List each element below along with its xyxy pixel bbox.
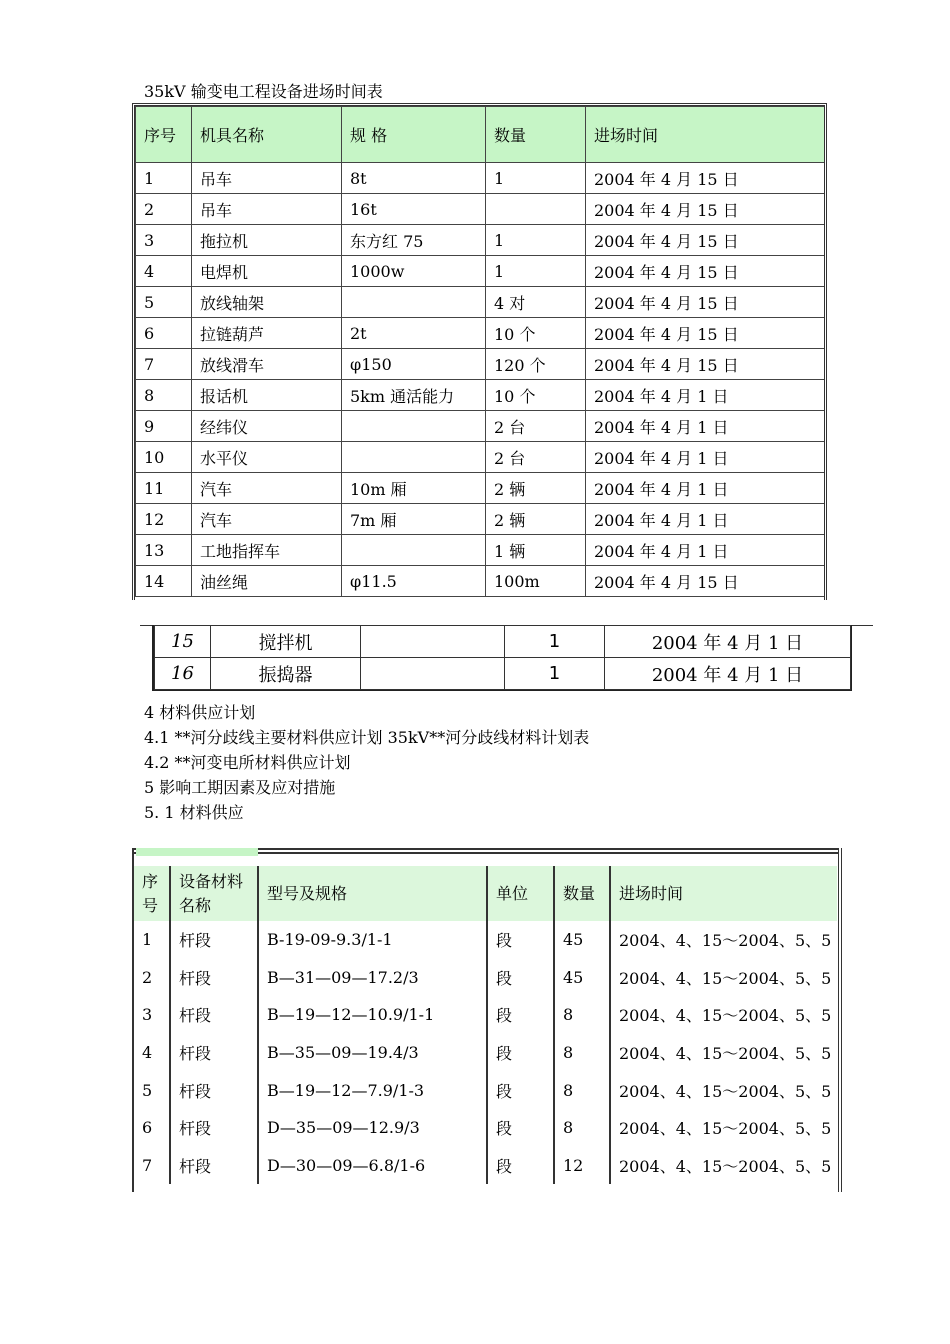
table-cell: B—19—12—7.9/1-3 xyxy=(258,1071,487,1109)
table-cell: 1 xyxy=(136,163,192,194)
table-row xyxy=(136,163,826,194)
table-cell: B-19-09-9.3/1-1 xyxy=(258,921,487,959)
table-cell: 水平仪 xyxy=(192,442,342,473)
table-cell xyxy=(361,626,505,658)
table-cell: 段 xyxy=(487,1147,554,1185)
table-row xyxy=(136,256,826,287)
table-cell: 1 xyxy=(486,163,586,194)
table-row xyxy=(136,566,826,597)
table-cell: 8 xyxy=(554,1071,610,1109)
section-heading: 5 影响工期因素及应对措施 xyxy=(144,778,336,797)
table-cell: 工地指挥车 xyxy=(192,535,342,566)
table-cell: 振捣器 xyxy=(211,658,361,690)
table-cell: 放线轴架 xyxy=(192,287,342,318)
table-cell xyxy=(361,658,505,690)
table-cell: 汽车 xyxy=(192,504,342,535)
table-cell: 1 xyxy=(486,225,586,256)
table-cell: 7m 厢 xyxy=(342,504,486,535)
table-cell: 杆段 xyxy=(170,959,258,997)
equipment-table xyxy=(135,106,826,597)
table-row xyxy=(134,1034,837,1072)
table-cell: 7 xyxy=(142,1155,153,1175)
header-cell: 设备材料名称 xyxy=(170,866,258,921)
equipment-table-frame xyxy=(132,103,827,600)
table-cell: 120 个 xyxy=(486,349,586,380)
table-cell: 12 xyxy=(554,1147,610,1185)
table-cell: 2t xyxy=(342,318,486,349)
table-cell: 8 xyxy=(136,380,192,411)
table-cell: 2004 年 4 月 1 日 xyxy=(605,658,851,690)
header-cell: 数量 xyxy=(554,866,610,921)
table-cell: 段 xyxy=(487,1034,554,1072)
table-cell xyxy=(342,535,486,566)
table-row xyxy=(136,411,826,442)
table-cell: 油丝绳 xyxy=(192,566,342,597)
table-cell: 6 xyxy=(136,318,192,349)
table-cell: 8t xyxy=(342,163,486,194)
table-cell: 杆段 xyxy=(170,1071,258,1109)
table-cell: 13 xyxy=(136,535,192,566)
table-cell: 2004 年 4 月 1 日 xyxy=(605,626,851,658)
table-cell: 1 xyxy=(505,658,605,690)
table-row xyxy=(136,287,826,318)
table-top-shade xyxy=(136,848,258,856)
table-cell: 经纬仪 xyxy=(192,411,342,442)
table-cell: 1 xyxy=(486,256,586,287)
table-row xyxy=(134,921,837,959)
table-cell: 2004 年 4 月 1 日 xyxy=(586,535,826,566)
table-cell: 2004 年 4 月 1 日 xyxy=(586,442,826,473)
table-cell: 11 xyxy=(136,473,192,504)
header-cell: 数量 xyxy=(486,107,586,163)
table-cell xyxy=(342,411,486,442)
table-cell: 杆段 xyxy=(170,1147,258,1185)
table-cell xyxy=(342,442,486,473)
table-cell: 段 xyxy=(487,921,554,959)
table-cell: 拉链葫芦 xyxy=(192,318,342,349)
table-cell: 放线滑车 xyxy=(192,349,342,380)
table-cell: 2004 年 4 月 15 日 xyxy=(586,287,826,318)
table-cell: 1 辆 xyxy=(486,535,586,566)
section-heading: 4 材料供应计划 xyxy=(144,703,256,722)
table-header-row xyxy=(136,107,826,163)
table-row xyxy=(136,535,826,566)
table-cell: 1 xyxy=(142,930,153,950)
table-cell: 10 个 xyxy=(486,380,586,411)
table-cell: 2004 年 4 月 15 日 xyxy=(586,318,826,349)
section-heading: 4.1 **河分歧线主要材料供应计划 35kV**河分歧线材料计划表 xyxy=(144,728,590,747)
table-cell: 2 xyxy=(142,967,153,987)
table-cell: 段 xyxy=(487,996,554,1034)
table-row xyxy=(155,658,851,690)
header-cell: 进场时间 xyxy=(586,107,826,163)
table-cell: 8 xyxy=(554,996,610,1034)
table-row xyxy=(134,1071,837,1109)
header-cell: 机具名称 xyxy=(192,107,342,163)
table-row xyxy=(136,349,826,380)
table-cell: 2004、4、15～2004、5、5 xyxy=(610,959,837,997)
table-cell: 5 xyxy=(136,287,192,318)
table1-caption: 35kV 输变电工程设备进场时间表 xyxy=(144,82,383,101)
table-cell: 杆段 xyxy=(170,1034,258,1072)
table-cell: 段 xyxy=(487,1109,554,1147)
table-cell: 3 xyxy=(136,225,192,256)
table-cell: 4 xyxy=(142,1043,153,1063)
table-cell: D—30—09—6.8/1-6 xyxy=(258,1147,487,1185)
header-cell: 进场时间 xyxy=(610,866,837,921)
table-cell: 2004 年 4 月 1 日 xyxy=(586,380,826,411)
table-cell: B—35—09—19.4/3 xyxy=(258,1034,487,1072)
table-row xyxy=(136,473,826,504)
table-cell: 杆段 xyxy=(170,996,258,1034)
table-cell: 段 xyxy=(487,1071,554,1109)
table-cell: 吊车 xyxy=(192,163,342,194)
equipment-table-continuation xyxy=(154,625,851,690)
table-cell: 10 个 xyxy=(486,318,586,349)
table-cell: B—31—09—17.2/3 xyxy=(258,959,487,997)
material-table-frame xyxy=(132,848,842,1192)
table-cell: 段 xyxy=(487,959,554,997)
table-cell: 6 xyxy=(142,1118,153,1138)
table-cell: 7 xyxy=(136,349,192,380)
table-cell: 1000w xyxy=(342,256,486,287)
table-cell: 2004、4、15～2004、5、5 xyxy=(610,1071,837,1109)
table-cell: 东方红 75 xyxy=(342,225,486,256)
header-cell: 型号及规格 xyxy=(258,866,487,921)
header-cell: 单位 xyxy=(487,866,554,921)
table-cell: 100m xyxy=(486,566,586,597)
table-cell: 电焊机 xyxy=(192,256,342,287)
table-cell: 2004、4、15～2004、5、5 xyxy=(610,921,837,959)
table-cell: 5 xyxy=(142,1080,153,1100)
table-cell: D—35—09—12.9/3 xyxy=(258,1109,487,1147)
table-cell: 1 xyxy=(505,626,605,658)
table-cell: 汽车 xyxy=(192,473,342,504)
table-row xyxy=(136,504,826,535)
table-cell: 搅拌机 xyxy=(211,626,361,658)
table-cell: 15 xyxy=(155,626,211,658)
table-cell: 2004 年 4 月 15 日 xyxy=(586,256,826,287)
table-cell: 报话机 xyxy=(192,380,342,411)
table-cell: 2004 年 4 月 1 日 xyxy=(586,473,826,504)
table-row xyxy=(134,1147,837,1185)
table-cell: 2004 年 4 月 15 日 xyxy=(586,194,826,225)
table-cell: φ11.5 xyxy=(342,566,486,597)
table-cell: 2004 年 4 月 15 日 xyxy=(586,163,826,194)
section-heading: 5. 1 材料供应 xyxy=(144,803,244,822)
table-cell: 8 xyxy=(554,1109,610,1147)
table-cell: 9 xyxy=(136,411,192,442)
table-cell xyxy=(342,287,486,318)
table-cell: 2004、4、15～2004、5、5 xyxy=(610,1147,837,1185)
table-cell: 拖拉机 xyxy=(192,225,342,256)
table-cell xyxy=(486,194,586,225)
table-cell: 2004、4、15～2004、5、5 xyxy=(610,996,837,1034)
header-cell: 序号 xyxy=(136,107,192,163)
header-cell: 规 格 xyxy=(342,107,486,163)
table-cell: 45 xyxy=(554,921,610,959)
table-cell: 8 xyxy=(554,1034,610,1072)
table-cell: 2 台 xyxy=(486,411,586,442)
table-row xyxy=(136,442,826,473)
table-cell: 2004、4、15～2004、5、5 xyxy=(610,1034,837,1072)
table-row xyxy=(134,1109,837,1147)
table-cell: 3 xyxy=(142,1005,153,1025)
table-cell: 2 台 xyxy=(486,442,586,473)
material-table xyxy=(134,866,837,1184)
table-row xyxy=(136,318,826,349)
table-cell: 2004 年 4 月 15 日 xyxy=(586,349,826,380)
table-row xyxy=(136,380,826,411)
table-cell: 16 xyxy=(155,658,211,690)
table-cell: 10m 厢 xyxy=(342,473,486,504)
table-cell: 2 xyxy=(136,194,192,225)
equipment-table-continuation-frame xyxy=(152,625,852,691)
table-cell: 5km 通活能力 xyxy=(342,380,486,411)
table-header-row xyxy=(134,866,837,921)
table-cell: 2 辆 xyxy=(486,473,586,504)
table-cell: 4 对 xyxy=(486,287,586,318)
table-row xyxy=(155,626,851,658)
table-cell: 4 xyxy=(136,256,192,287)
table-row xyxy=(134,996,837,1034)
table-cell: B—19—12—10.9/1-1 xyxy=(258,996,487,1034)
table-cell: φ150 xyxy=(342,349,486,380)
table-cell: 2004 年 4 月 1 日 xyxy=(586,504,826,535)
table-cell: 45 xyxy=(554,959,610,997)
table-cell: 吊车 xyxy=(192,194,342,225)
table-cell: 2004、4、15～2004、5、5 xyxy=(610,1109,837,1147)
table-cell: 2004 年 4 月 15 日 xyxy=(586,225,826,256)
table-cell: 杆段 xyxy=(170,1109,258,1147)
table-row xyxy=(136,225,826,256)
table-cell: 10 xyxy=(136,442,192,473)
table-cell: 12 xyxy=(136,504,192,535)
table-cell: 2 辆 xyxy=(486,504,586,535)
table-cell: 2004 年 4 月 15 日 xyxy=(586,566,826,597)
table-row xyxy=(136,194,826,225)
section-heading: 4.2 **河变电所材料供应计划 xyxy=(144,753,351,772)
table-cell: 2004 年 4 月 1 日 xyxy=(586,411,826,442)
table-cell: 杆段 xyxy=(170,921,258,959)
table-cell: 16t xyxy=(342,194,486,225)
table-row xyxy=(134,959,837,997)
header-cell: 序号 xyxy=(134,866,170,921)
table-cell: 14 xyxy=(136,566,192,597)
